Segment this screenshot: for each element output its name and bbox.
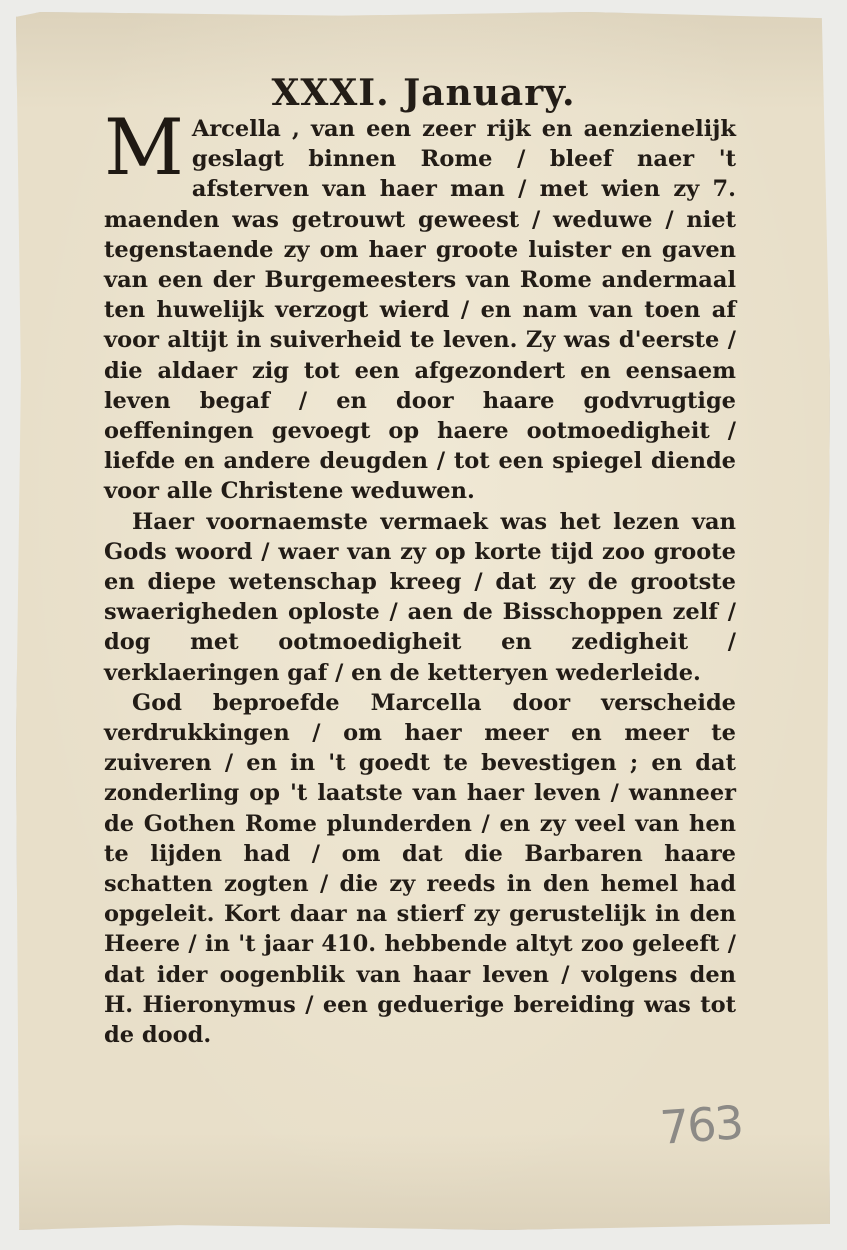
body-text — [104, 103, 736, 1050]
handwritten-page-number: 763 — [658, 1095, 744, 1155]
drop-cap: M — [104, 103, 184, 193]
page-title: XXXI. January. — [271, 72, 576, 114]
paragraph-1-text: Arcella , van een zeer rijk en aenzienelijk geslagt binnen Rome / bleef naer 't afsterven van haer man / met wien zy 7. maenden was getrouwt geweest / weduwe / niet tegenstaende zy om haer groote luister en gaven van een der Burgemeesters van Rome andermaal ten huwelijk verzogt wierd / en nam van toen af voor altijt in suiverheid te leven. Zy was d'eerste / die aldaer zig tot een afgezondert en eensaem leven begaf / en door haare godvrugtige oeffeningen gevoegt op haere ootmoedigheit / liefde en andere deugden / tot een spiegel diende voor alle Christene weduwen. — [104, 116, 736, 505]
paragraph-1 — [104, 103, 736, 507]
paragraph-3: God beproefde Marcella door verscheide verdrukkingen / om haer meer en meer te zuiveren / en in 't goedt te bevestigen ; en dat zonderling op 't laatste van haer leven / wanneer de Gothen Rome plunderden / en zy veel van hen te lijden had / om dat die Barbaren haare schatten zogten / die zy reeds in den hemel had opgeleit. Kort daar na stierf zy gerustelijk in den Heere / in 't jaar 410. hebbende altyt zoo geleeft / dat ider oogenblik van haar leven / volgens den H. Hieronymus / een geduerige bereiding was tot de dood. — [104, 689, 736, 1049]
paragraph-2: Haer voornaemste vermaek was het lezen van Gods woord / waer van zy op korte tijd zoo groote en diepe wetenschap kreeg / dat zy de grootste swaerigheden oploste / aen de Bisschoppen zelf / dog met ootmoedigheit en zedigheit / verklaeringen gaf / en de ketteryen wederleide. — [104, 508, 736, 686]
